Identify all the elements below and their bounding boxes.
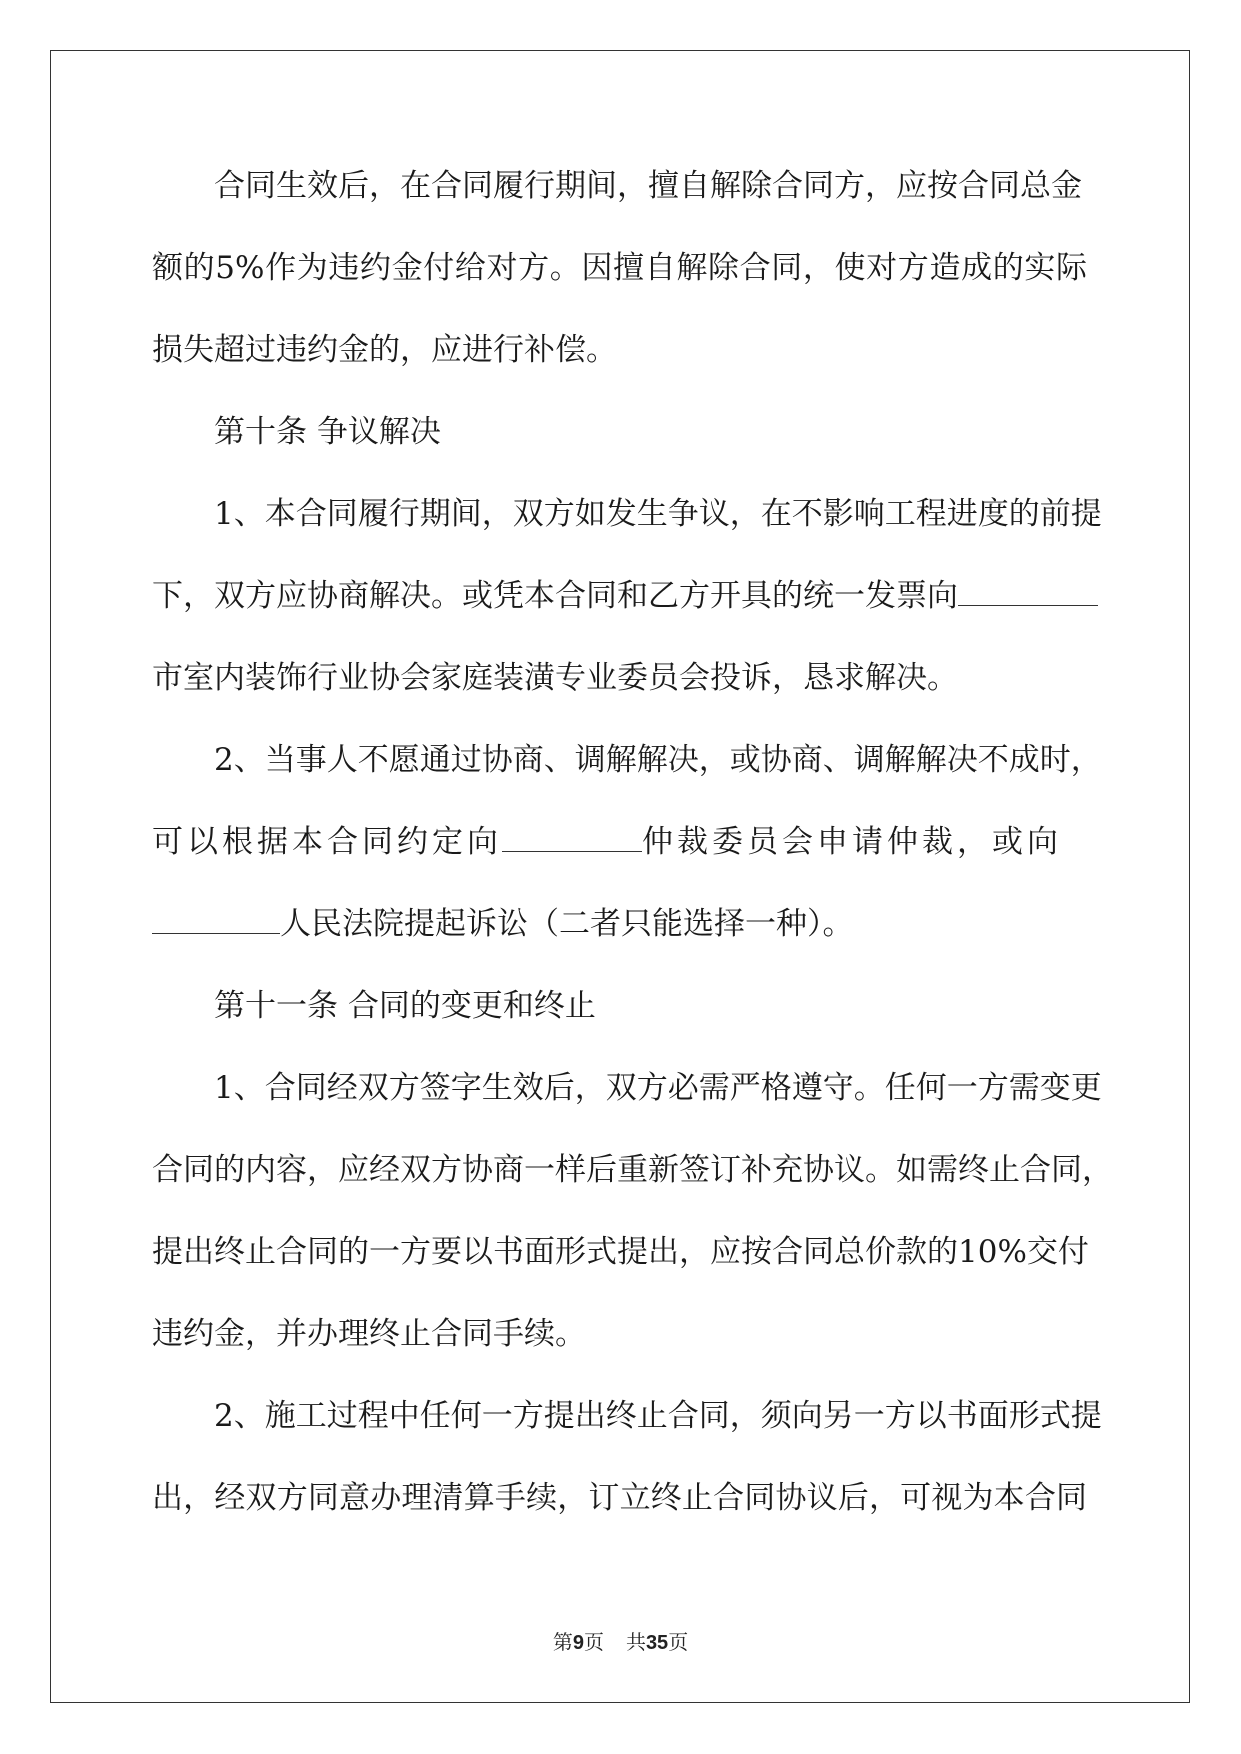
paragraph-line: 市室内装饰行业协会家庭装潢专业委员会投诉，恳求解决。 (152, 660, 958, 696)
footer-page-unit: 页 (583, 1630, 604, 1654)
document-body (152, 160, 1113, 1554)
footer-total-prefix: 共 (625, 1630, 646, 1654)
paragraph-line: 合同生效后，在合同履行期间，擅自解除合同方，应按合同总金 (214, 168, 1082, 204)
section-heading: 第十一条 合同的变更和终止 (214, 988, 596, 1024)
paragraph-line: 2、施工过程中任何一方提出终止合同，须向另一方以书面形式提 (214, 1398, 1102, 1434)
paragraph-line: 违约金，并办理终止合同手续。 (152, 1316, 586, 1352)
paragraph-line: 1、本合同履行期间，双方如发生争议，在不影响工程进度的前提 (214, 496, 1102, 532)
paragraph-line: 额的5%作为违约金付给对方。因擅自解除合同，使对方造成的实际 (152, 250, 1087, 286)
page-number: 9 (572, 1632, 584, 1654)
paragraph-line: 提出终止合同的一方要以书面形式提出，应按合同总价款的10%交付 (152, 1234, 1089, 1270)
paragraph-text: 可以根据本合同约定向 (152, 824, 502, 860)
page-footer (0, 1626, 1241, 1655)
paragraph-line (152, 816, 1087, 898)
paragraph-text: 下，双方应协商解决。或凭本合同和乙方开具的统一发票向 (152, 578, 958, 614)
paragraph-line (152, 898, 1087, 980)
paragraph-line: 2、当事人不愿通过协商、调解解决，或协商、调解解决不成时， (214, 742, 1102, 778)
paragraph-text: 人民法院提起诉讼（二者只能选择一种）。 (280, 906, 854, 942)
blank-field (958, 577, 1098, 606)
total-pages: 35 (645, 1632, 669, 1654)
paragraph-text: 仲裁委员会申请仲裁，或向 (642, 824, 1062, 860)
paragraph-line: 损失超过违约金的，应进行补偿。 (152, 332, 617, 368)
paragraph-line: 出，经双方同意办理清算手续，订立终止合同协议后，可视为本合同 (152, 1480, 1087, 1516)
paragraph-line: 1、合同经双方签字生效后，双方必需严格遵守。任何一方需变更 (214, 1070, 1102, 1106)
section-heading: 第十条 争议解决 (214, 414, 441, 450)
footer-prefix: 第 (552, 1630, 573, 1654)
paragraph-line: 合同的内容，应经双方协商一样后重新签订补充协议。如需终止合同， (152, 1152, 1113, 1188)
footer-total-unit: 页 (668, 1630, 689, 1654)
blank-field (152, 905, 280, 934)
blank-field (502, 823, 642, 852)
paragraph-line (152, 570, 1087, 652)
